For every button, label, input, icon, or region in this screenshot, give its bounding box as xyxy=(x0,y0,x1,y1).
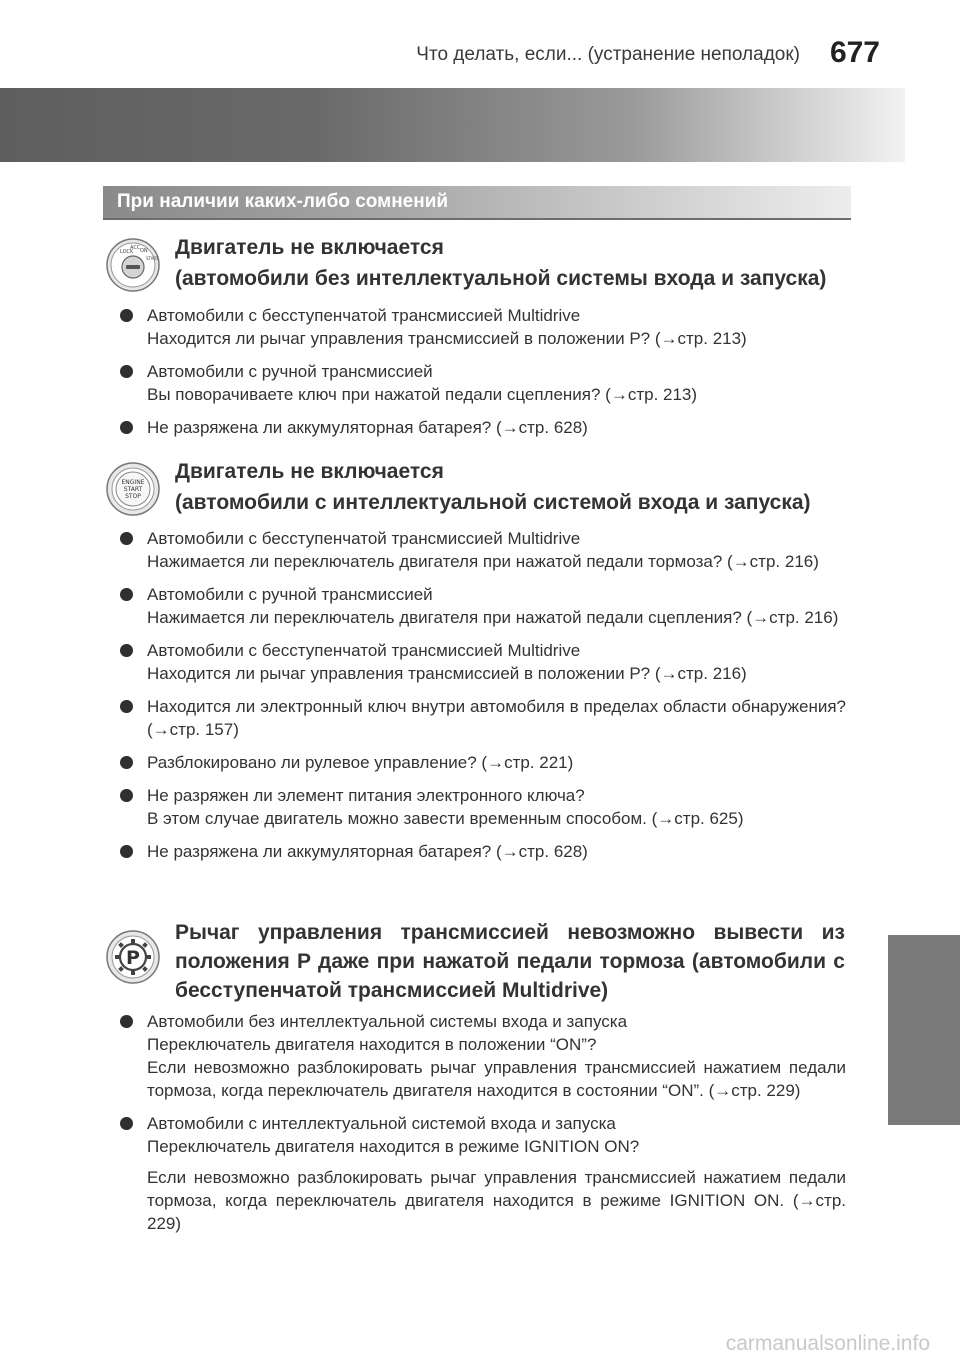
list-item-line: В этом случае двигатель можно завести временным способом. (→стр. 625) xyxy=(147,809,744,828)
svg-text:START: START xyxy=(146,256,159,261)
topic-1-list xyxy=(118,304,846,449)
list-item-line: Находится ли рычаг управления трансмиссией в положении P? (→стр. 213) xyxy=(147,329,747,348)
list-item-line: Автомобили с бесступенчатой трансмиссией Multidrive xyxy=(147,529,581,548)
watermark: carmanualsonline.info xyxy=(725,1332,930,1355)
page-header xyxy=(0,0,960,78)
list-item-line: Не разряжена ли аккумуляторная батарея? (→стр. 628) xyxy=(147,418,588,437)
list-item-line: Вы поворачиваете ключ при нажатой педали сцепления? (→стр. 213) xyxy=(147,385,698,404)
list-item-line: Автомобили с интеллектуальной системой входа и запуска xyxy=(147,1114,616,1133)
list-item xyxy=(118,1010,846,1102)
list-item xyxy=(118,304,846,350)
ignition-key-switch-icon xyxy=(106,238,160,292)
svg-text:LOCK: LOCK xyxy=(120,249,134,255)
header-band xyxy=(0,88,905,162)
list-item-note: Если невозможно разблокировать рычаг управления трансмиссией нажатием педали тормоза, когда переключатель двигателя находится в режиме IGNITION ON. (→стр. 229) xyxy=(147,1168,846,1233)
icon-text-start: START xyxy=(123,486,143,493)
list-item xyxy=(118,784,846,830)
list-item xyxy=(118,360,846,406)
topic-1-title-line2: (автомобили без интеллектуальной системы входа и запуска) xyxy=(175,267,827,290)
engine-start-stop-button-icon xyxy=(106,462,160,516)
list-item-line: Автомобили без интеллектуальной системы входа и запуска xyxy=(147,1012,628,1031)
list-item-line: Автомобили с ручной трансмиссией xyxy=(147,362,433,381)
topic-3-list xyxy=(118,1010,846,1245)
topic-2-list xyxy=(118,527,846,873)
section-heading: При наличии каких-либо сомнений xyxy=(117,191,449,212)
list-item xyxy=(118,695,846,741)
section-tab xyxy=(888,935,960,1125)
topic-2-title xyxy=(175,456,845,518)
topic-2-title-line2: (автомобили с интеллектуальной системой входа и запуска) xyxy=(175,491,811,514)
list-item-line: Автомобили с бесступенчатой трансмиссией Multidrive xyxy=(147,641,581,660)
list-item-line: Нажимается ли переключатель двигателя при нажатой педали сцепления? (→стр. 216) xyxy=(147,608,839,627)
list-item xyxy=(118,583,846,629)
list-item-line: Не разряжена ли аккумуляторная батарея? (→стр. 628) xyxy=(147,842,588,861)
icon-text-stop: STOP xyxy=(125,493,141,500)
icon-text-p: P xyxy=(126,947,140,969)
list-item xyxy=(118,1112,846,1235)
list-item-line: Автомобили с ручной трансмиссией xyxy=(147,585,433,604)
list-item-line: Находится ли электронный ключ внутри автомобиля в пределах области обнаружения? (→стр. 157) xyxy=(147,697,846,739)
topic-1-title xyxy=(175,232,845,294)
list-item-line: Разблокировано ли рулевое управление? (→стр. 221) xyxy=(147,753,574,772)
list-item-line: Не разряжен ли элемент питания электронного ключа? xyxy=(147,786,585,805)
topic-3-title: Рычаг управления трансмиссией невозможно вывести из положения P даже при нажатой педали тормоза (автомобили с бесступенчатой трансмиссией Multidrive) xyxy=(175,921,845,1002)
shift-lock-gear-p-icon xyxy=(106,930,160,984)
list-item-line: Переключатель двигателя находится в положении “ON”? xyxy=(147,1035,597,1054)
topic-1-title-line1: Двигатель не включается xyxy=(175,236,444,259)
list-item-line: Находится ли рычаг управления трансмиссией в положении P? (→стр. 216) xyxy=(147,664,747,683)
svg-text:ON: ON xyxy=(140,248,148,254)
page-number: 677 xyxy=(829,36,880,69)
list-item xyxy=(118,527,846,573)
list-item xyxy=(118,840,846,863)
section-heading-bar xyxy=(103,186,851,220)
header-title: Что делать, если... (устранение неполадок) xyxy=(416,44,800,65)
svg-text:ACC: ACC xyxy=(130,245,141,251)
list-item-line: Автомобили с бесступенчатой трансмиссией Multidrive xyxy=(147,306,581,325)
icon-text-engine: ENGINE xyxy=(121,479,145,486)
list-item xyxy=(118,639,846,685)
list-item-line: Переключатель двигателя находится в режиме IGNITION ON? xyxy=(147,1137,640,1156)
list-item xyxy=(118,751,846,774)
topic-2-title-line1: Двигатель не включается xyxy=(175,460,444,483)
list-item xyxy=(118,416,846,439)
list-item-line: Нажимается ли переключатель двигателя при нажатой педали тормоза? (→стр. 216) xyxy=(147,552,819,571)
list-item-line: Если невозможно разблокировать рычаг управления трансмиссией нажатием педали тормоза, когда переключатель двигателя находится в состоянии “ON”. (→стр. 229) xyxy=(147,1058,846,1100)
